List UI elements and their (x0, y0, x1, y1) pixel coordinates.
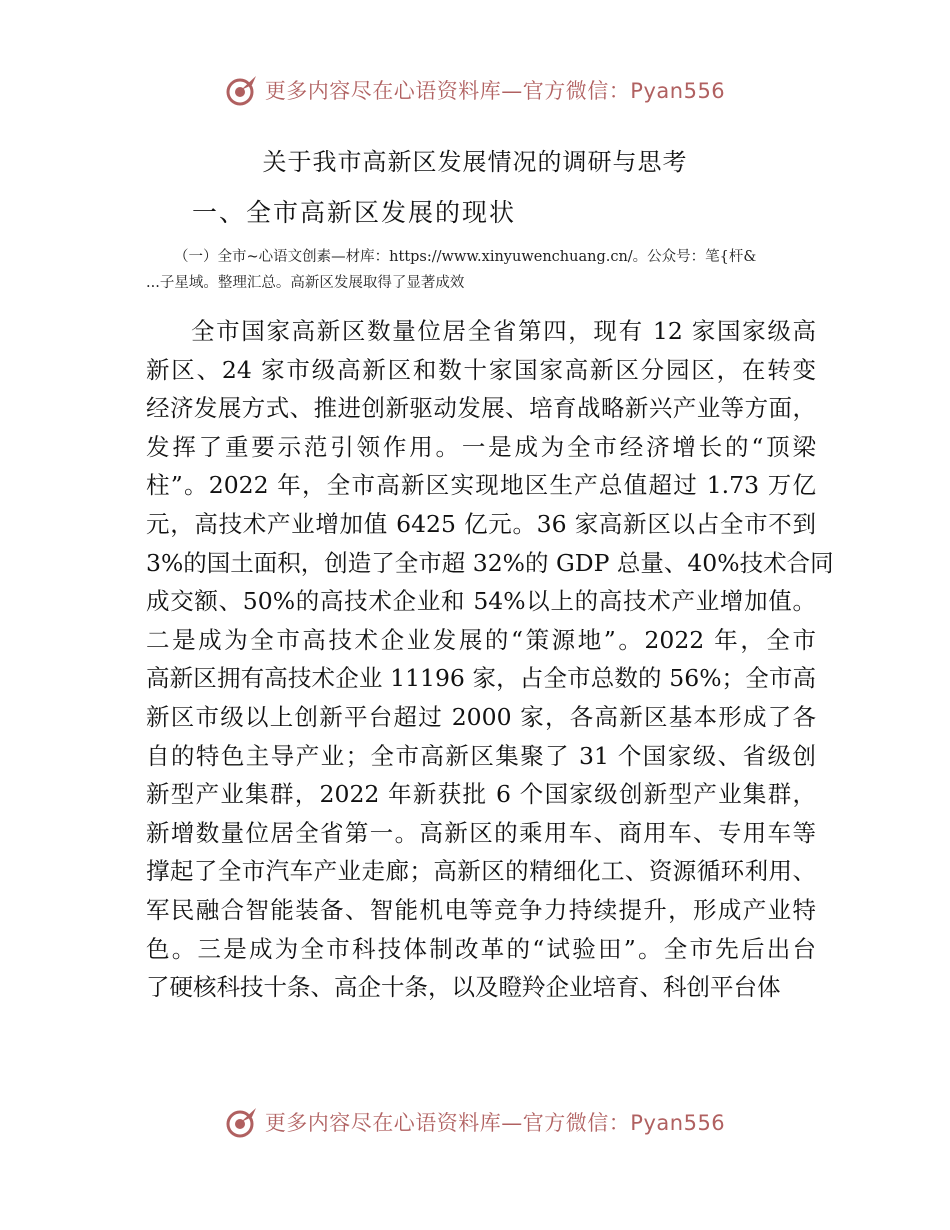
banner-text: 更多内容尽在心语资料库—官方微信：Pyan556 (264, 1111, 726, 1135)
paragraph-line: 全市国家高新区数量位居全省第四，现有 12 家国家级高 (191, 317, 816, 345)
paragraph-line: 新型产业集群，2022 年新获批 6 个国家级创新型产业集群， (146, 780, 816, 809)
paragraph-line: 发挥了重要示范引领作用。一是成为全市经济增长的“顶梁 (146, 432, 816, 461)
paragraph-line: 自的特色主导产业；全市高新区集聚了 31 个国家级、省级创 (146, 741, 816, 770)
section-heading: 一、全市高新区发展的现状 (192, 198, 517, 227)
footer-banner (0, 1102, 950, 1142)
paragraph-line: 撑起了全市汽车产业走廊；高新区的精细化工、资源循环利用、 (146, 857, 816, 886)
banner-text: 更多内容尽在心语资料库—官方微信：Pyan556 (264, 79, 726, 103)
header-banner (0, 70, 950, 110)
paragraph-line: 高新区拥有高技术企业 11196 家，占全市总数的 56%；全市高 (146, 664, 816, 693)
subsection-note (146, 244, 816, 296)
document-title: 关于我市高新区发展情况的调研与思考 (262, 148, 688, 176)
paragraph-line: 柱”。2022 年，全市高新区实现地区生产总值超过 1.73 万亿 (146, 471, 816, 500)
body-paragraph (146, 312, 834, 1007)
paragraph-line: 新增数量位居全省第一。高新区的乘用车、商用车、专用车等 (146, 818, 816, 847)
paragraph-line: 经济发展方式、推进创新驱动发展、培育战略新兴产业等方面， (146, 394, 816, 423)
note-line: （一）全市~心语文创素—材库：https://www.xinyuwenchuang.cn/。公众号：笔{杆& (174, 249, 757, 265)
paragraph-line: 新区市级以上创新平台超过 2000 家，各高新区基本形成了各 (146, 702, 816, 731)
paragraph-line: 3%的国土面积，创造了全市超 32%的 GDP 总量、40%技术合同 (146, 548, 834, 577)
paragraph-line: 二是成为全市高技术企业发展的“策源地”。2022 年，全市 (146, 625, 816, 654)
paragraph-line: 成交额、50%的高技术企业和 54%以上的高技术产业增加值。 (146, 587, 816, 616)
note-line: ...子星域。整理汇总。高新区发展取得了显著成效 (146, 275, 465, 291)
quill-logo-icon (225, 1105, 259, 1139)
paragraph-line: 新区、24 家市级高新区和数十家国家高新区分园区，在转变 (146, 355, 816, 384)
paragraph-line: 色。三是成为全市科技体制改革的“试验田”。全市先后出台 (146, 934, 816, 963)
paragraph-line: 元，高技术产业增加值 6425 亿元。36 家高新区以占全市不到 (146, 509, 816, 538)
paragraph-line: 军民融合智能装备、智能机电等竞争力持续提升，形成产业特 (146, 895, 816, 924)
quill-logo-icon (225, 73, 259, 107)
paragraph-line: 了硬核科技十条、高企十条，以及瞪羚企业培育、科创平台体 (146, 973, 781, 1002)
